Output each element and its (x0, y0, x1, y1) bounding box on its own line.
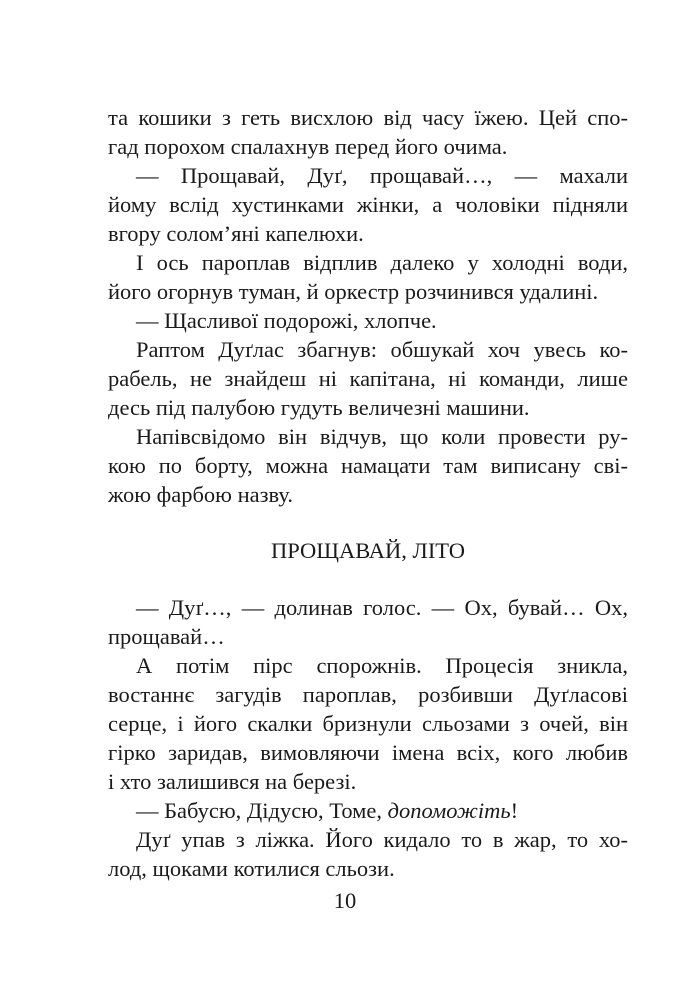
text-line: рабель, не знайдеш ні капітана, ні команди, лише (108, 366, 628, 391)
text-run: ! (510, 798, 519, 823)
text-line: йому вслід хустинками жінки, а чоловіки підняли (108, 192, 628, 217)
text-line: — Прощавай, Дуґ, прощавай…, — махали (136, 163, 628, 188)
text-line: вгору солом’яні капелюхи. (108, 221, 364, 246)
text-line: і хто залишився на березі. (108, 769, 357, 794)
text-line: А потім пірс спорожнів. Процесія зникла, (136, 653, 628, 678)
text-run: — Бабусю, Дідусю, Томе, (136, 798, 388, 823)
paragraph (108, 248, 628, 306)
paragraph (108, 422, 628, 509)
text-line: — Дуґ…, — долинав голос. — Ох, бувай… Ох, (136, 595, 628, 620)
text-line: востаннє загудів пароплав, розбивши Дуґласові (108, 682, 628, 707)
text-line: його огорнув туман, й оркестр розчинився удалині. (108, 279, 599, 304)
text-line: серце, і його скалки бризнули сльозами з очей, він (108, 711, 628, 736)
text-line: десь під палубою гудуть величезні машини. (108, 395, 530, 420)
text-line: — Щасливої подорожі, хлопче. (136, 308, 437, 333)
text-line: прощавай… (108, 624, 225, 649)
text-line: Напівсвідомо він відчув, що коли провести ру- (136, 424, 628, 449)
paragraph (108, 593, 628, 651)
section-heading: ПРОЩАВАЙ, ЛІТО (270, 538, 466, 563)
body-text (108, 103, 628, 883)
text-line: жою фарбою назву. (108, 482, 294, 507)
page-number: 10 (333, 888, 357, 913)
text-line: лод, щоками котилися сльози. (108, 856, 395, 881)
paragraph (108, 161, 628, 248)
text-line: І ось пароплав відплив далеко у холодні води, (136, 250, 628, 275)
text-line: гірко заридав, вимовляючи імена всіх, кого любив (108, 740, 628, 765)
text-line: та кошики з геть висхлою від часу їжею. Цей спо- (108, 105, 628, 130)
emphasis-text: допоможіть (387, 798, 511, 823)
paragraph (108, 796, 628, 825)
paragraph (108, 306, 628, 335)
paragraph (108, 825, 628, 883)
text-line: гад порохом спалахнув перед його очима. (108, 134, 508, 159)
text-line: кою по борту, можна намацати там виписану сві- (108, 453, 628, 478)
text-line: Раптом Дуґлас збагнув: обшукай хоч увесь ко- (136, 337, 628, 362)
text-line: Дуґ упав з ліжка. Його кидало то в жар, то хо- (136, 827, 628, 852)
paragraph (108, 335, 628, 422)
text-line (108, 796, 628, 825)
paragraph (108, 651, 628, 796)
paragraph (108, 103, 628, 161)
